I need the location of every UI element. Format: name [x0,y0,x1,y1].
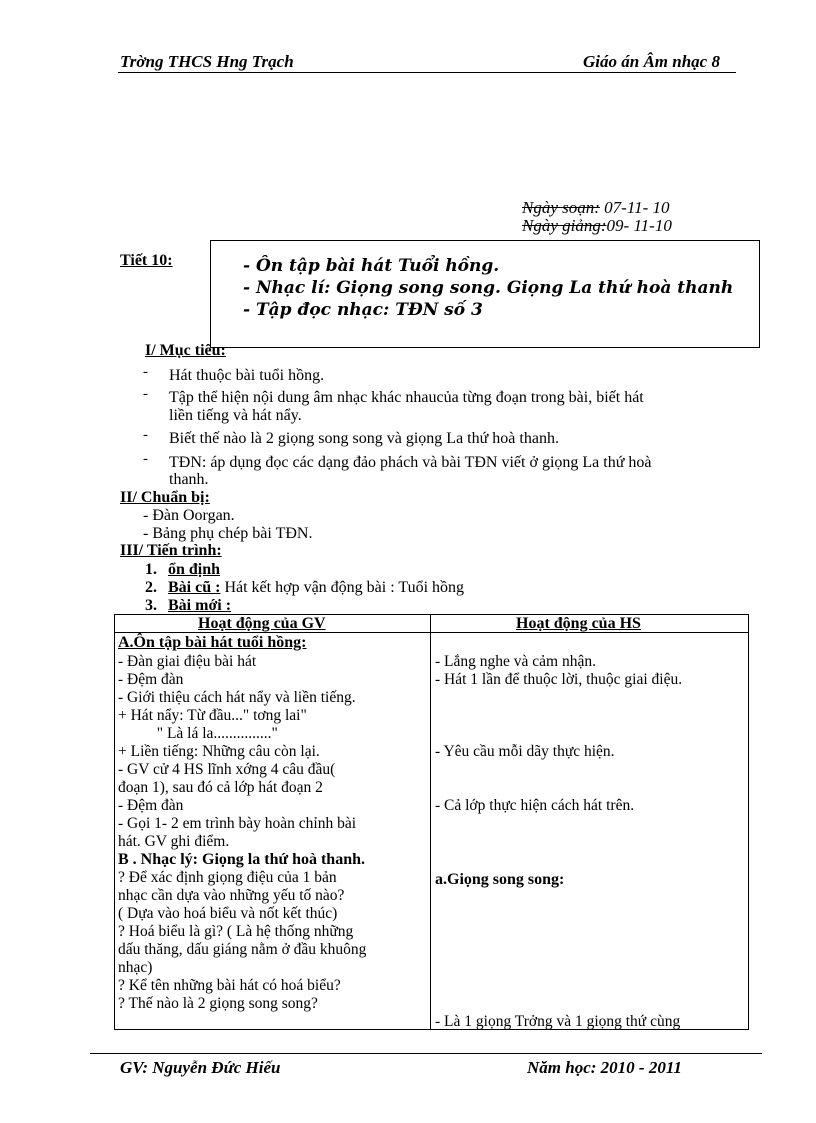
step-3-label: Bài mới : [168,597,232,614]
gv-line: - Đàn giai điệu bài hát [118,653,257,670]
hs-line: - Cả lớp thực hiện cách hát trên. [435,797,635,814]
gv-line: ( Dựa vào hoá biểu và nốt kết thúc) [118,905,338,922]
bullet-marker: - [143,386,148,402]
gv-line: - Đệm đàn [118,797,184,814]
preparation-item-1: - Đàn Oorgan. [143,507,235,524]
bullet-marker: - [143,364,148,380]
gv-line: + Hát nẩy: Từ đầu..." tơng lai" [118,707,307,724]
hs-section-a: a.Giọng song song: [435,871,565,888]
bullet-marker: - [143,451,148,467]
step-1-number: 1. [145,561,157,578]
header-subject: Giáo án Âm nhạc 8 [583,52,720,71]
gv-line: nhạc) [118,959,153,976]
objective-1: Hát thuộc bài tuổi hồng. [169,367,325,384]
gv-line: nhạc cần dựa vào những yếu tố nào? [118,887,345,904]
footer-teacher: GV: Nguyễn Đức Hiếu [120,1058,281,1077]
gv-line: - Giới thiệu cách hát nẩy và liền tiếng. [118,689,356,706]
gv-line: ? Kể tên những bài hát có hoá biểu? [118,977,341,994]
process-heading: III/ Tiến trình: [120,542,222,559]
lesson-item-3: - Tập đọc nhạc: TĐN số 3 [243,300,483,320]
lesson-item-2: - Nhạc lí: Giọng song song. Giọng La thứ hoà thanh [243,278,734,298]
gv-section-a: A.Ôn tập bài hát tuổi hồng: [118,634,307,651]
objective-4-line1: TĐN: áp dụng đọc các dạng đảo phách và bài TĐN viết ở giọng La thứ hoà [169,454,652,471]
table-head-students: Hoạt động của HS [516,615,641,632]
gv-line: ? Thế nào là 2 giọng song song? [118,995,318,1012]
gv-line: ? Hoá biểu là gì? ( Là hệ thống những [118,923,354,940]
date-taught-label: Ngày giảng: [522,216,607,235]
gv-line: + Liền tiếng: Những câu còn lại. [118,743,320,760]
hs-line: - Hát 1 lần để thuộc lời, thuộc giai điệu. [435,671,683,688]
gv-section-b: B . Nhạc lý: Giọng la thứ hoà thanh. [118,851,365,868]
gv-line: - Đệm đàn [118,671,184,688]
date-prepared-label: Ngày soạn: [522,198,600,217]
objective-3: Biết thế nào là 2 giọng song song và giọng La thứ hoà thanh. [169,430,559,447]
gv-line: - Gọi 1- 2 em trình bày hoàn chỉnh bài [118,815,357,832]
gv-line: đoạn 1), sau đó cả lớp hát đoạn 2 [118,779,323,796]
step-2 [168,579,464,597]
date-prepared [522,198,669,218]
footer-school-year: Năm học: 2010 - 2011 [527,1058,682,1077]
hs-line: - Là 1 giọng Trởng và 1 giọng thứ cùng [435,1013,681,1030]
step-2-label: Bài cũ : [168,579,221,596]
preparation-heading: II/ Chuẩn bị: [120,489,210,506]
gv-line: dấu thăng, dấu giáng nằm ở đầu khuông [118,941,367,958]
preparation-item-2: - Bảng phụ chép bài TĐN. [143,525,313,542]
step-2-number: 2. [145,579,157,596]
header-divider [118,72,736,73]
lesson-number: Tiết 10: [120,252,173,269]
step-2-text: Hát kết hợp vận động bài : Tuổi hồng [220,579,465,596]
bullet-marker: - [143,427,148,443]
objective-2-line1: Tập thể hiện nội dung âm nhạc khác nhaucủa từng đoạn trong bài, biết hát [169,389,644,406]
objective-4-line2: thanh. [169,471,209,488]
date-prepared-value: 07-11- 10 [599,198,670,217]
hs-line: - Lắng nghe và cảm nhận. [435,653,596,670]
gv-line: " Là lá la..............." [118,725,278,742]
table-column-divider [430,614,431,1030]
gv-line: ? Để xác định giọng điệu của 1 bản [118,869,337,886]
objective-2-line2: liền tiếng và hát nẩy. [169,407,302,424]
gv-line: - GV cử 4 HS lĩnh xớng 4 câu đầu( [118,761,336,778]
date-taught [522,216,672,236]
objectives-heading: I/ Mục tiêu: [145,342,226,359]
date-taught-value: 09- 11-10 [606,216,672,235]
gv-line: hát. GV ghi điểm. [118,833,230,850]
table-head-teacher: Hoạt động của GV [198,615,326,632]
lesson-item-1: - Ôn tập bài hát Tuổi hồng. [243,256,500,276]
footer-divider [90,1053,762,1054]
hs-line: - Yêu cầu mỗi dãy thực hiện. [435,743,615,760]
step-3-number: 3. [145,597,157,614]
header-school: Trờng THCS Hng Trạch [120,52,294,71]
step-1-label: ổn định [168,561,221,578]
